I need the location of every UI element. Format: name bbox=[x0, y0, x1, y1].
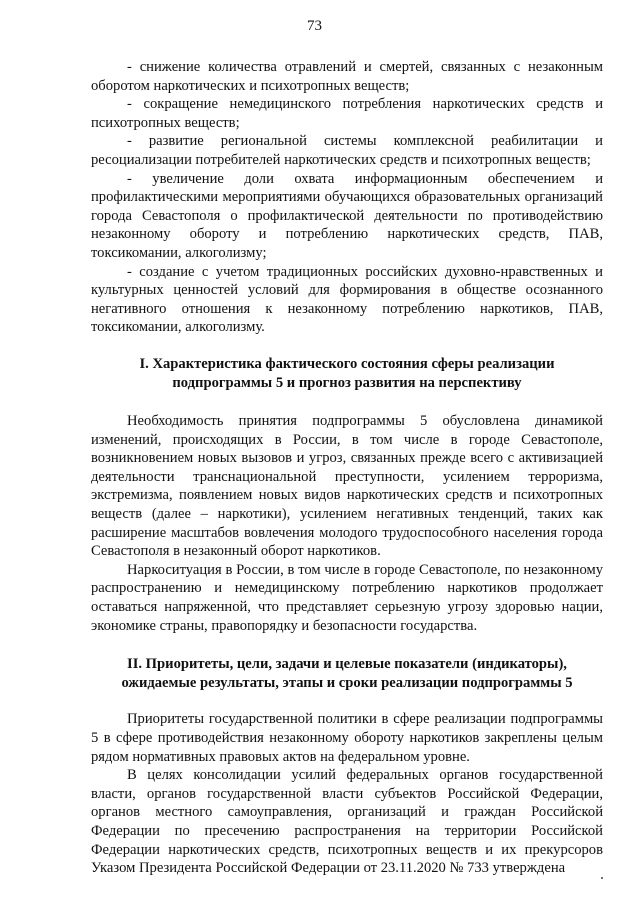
bullet-item: - развитие региональной системы комплексной реабилитации и ресоциализации потребителей наркотических средств и психотропных веществ; bbox=[91, 133, 603, 168]
bullet-item: - создание с учетом традиционных российских духовно-нравственных и культурных ценностей условий для формирования в обществе осознанного негативного отношения к незаконному потреблению наркотиков, ПАВ, токсикомании, алкоголизму. bbox=[91, 263, 603, 336]
section-heading-line: ожидаемые результаты, этапы и сроки реализации подпрограммы 5 bbox=[121, 674, 573, 691]
bullet-item: - увеличение доли охвата информационным обеспечением и профилактическими мероприятиями обучающихся образовательных организаций города Севастополя о профилактической деятельности по противодействию незаконному обороту и потреблению наркотических средств, ПАВ, токсикомании, алкоголизму; bbox=[91, 170, 603, 261]
section-1-heading bbox=[91, 355, 603, 392]
page-number: 73 bbox=[307, 18, 322, 34]
section-heading-line: I. Характеристика фактического состояния сферы реализации bbox=[139, 355, 555, 372]
bullet-item: - снижение количества отравлений и смертей, связанных с незаконным оборотом наркотических и психотропных веществ; bbox=[91, 59, 603, 94]
scan-dot-mark bbox=[601, 877, 603, 879]
section-heading-line: II. Приоритеты, цели, задачи и целевые показатели (индикаторы), bbox=[127, 656, 567, 673]
section-2-heading bbox=[91, 655, 603, 692]
body-paragraph: В целях консолидации усилий федеральных органов государственной власти, органов государственной власти субъектов Российской Федерации, органов местного самоуправления, организаций и граждан Российской Федерации по пресечению распространения на территории Российской Федерации наркотических средств, психотропных веществ и их прекурсоров Указом Президента Российской Федерации от 23.11.2020 № 733 утверждена bbox=[91, 767, 603, 877]
section-heading-line: подпрограммы 5 и прогноз развития на перспективу bbox=[172, 374, 522, 391]
bullet-item: - сокращение немедицинского потребления наркотических средств и психотропных веществ; bbox=[91, 96, 603, 131]
body-paragraph: Приоритеты государственной политики в сфере реализации подпрограммы 5 в сфере противодействия незаконному обороту наркотиков закреплены целым рядом нормативных правовых актов на федеральном уровне. bbox=[91, 711, 603, 765]
body-paragraph: Необходимость принятия подпрограммы 5 обусловлена динамикой изменений, происходящих в России, в том числе в городе Севастополе, возникновением новых вызовов и угроз, связанных прежде всего с активизацией деятельности транснациональной преступности, усилением терроризма, экстремизма, появлением новых видов наркотических средств и психотропных веществ (далее – наркотики), усилением негативных тенденций, таких как расширение масштабов вовлечения молодого трудоспособного населения города Севастополя в незаконный оборот наркотиков. bbox=[91, 413, 603, 560]
page-content bbox=[91, 58, 603, 878]
body-paragraph: Наркоситуация в России, в том числе в городе Севастополе, по незаконному распространению и немедицинскому потреблению наркотиков продолжает оставаться напряженной, что представляет серьезную угрозу здоровью нации, экономике страны, правопорядку и безопасности государства. bbox=[91, 561, 603, 634]
